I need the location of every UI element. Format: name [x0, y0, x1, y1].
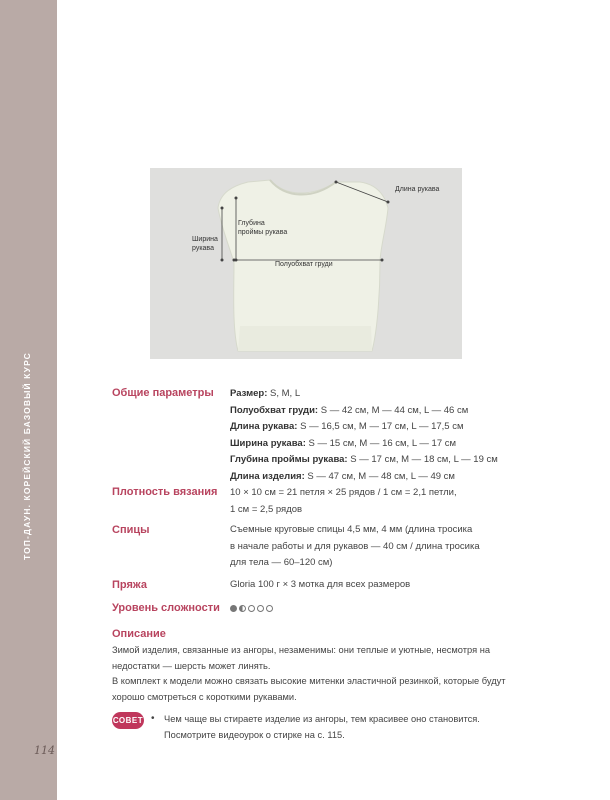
needles-label: Спицы — [112, 524, 150, 536]
difficulty-dot — [266, 605, 273, 612]
label-armhole-depth-2: проймы рукава — [238, 229, 288, 236]
page-number: 114 — [34, 744, 55, 757]
general-line: Полуобхват груди: S — 42 см, M — 44 см, L — 46 см — [230, 404, 469, 416]
sweater-rib — [238, 326, 372, 351]
gauge-label: Плотность вязания — [112, 486, 218, 498]
armhole-depth-start — [235, 197, 238, 200]
general-line: Глубина проймы рукава: S — 17 см, M — 18 см, L — 19 см — [230, 454, 498, 465]
difficulty-dot — [257, 605, 264, 612]
difficulty-dot — [239, 605, 246, 612]
general-values — [230, 386, 498, 485]
tip-text: Чем чаще вы стираете изделие из ангоры, тем красивее оно становится. Посмотрите видеоурок о стирке на с. 115. — [164, 714, 480, 740]
general-label: Общие параметры — [112, 387, 214, 399]
sweater-photo — [150, 168, 462, 359]
chest-end — [381, 259, 384, 262]
sidebar-title: ТОП-ДАУН. КОРЕЙСКИЙ БАЗОВЫЙ КУРС — [22, 352, 32, 560]
yarn-label: Пряжа — [112, 579, 147, 591]
gauge-values — [230, 485, 457, 518]
description-title: Описание — [112, 628, 166, 640]
label-armhole-depth-1: Глубина — [238, 220, 265, 227]
sleeve-width-end — [221, 259, 224, 262]
label-sleeve-width-2: рукава — [192, 245, 214, 252]
description-paragraph: Зимой изделия, связанные из ангоры, незаменимы: они теплые и уютные, несмотря на недостатки — шерсть может линять. — [112, 645, 490, 671]
sleeve-length-end — [387, 201, 390, 204]
needles-line: Съемные круговые спицы 4,5 мм, 4 мм (длина тросика — [230, 524, 473, 535]
yarn-values — [230, 577, 410, 594]
label-chest: Полуобхват груди — [275, 261, 333, 268]
tip-bullet: • — [151, 713, 155, 724]
yarn-line: Gloria 100 г × 3 мотка для всех размеров — [230, 579, 411, 590]
tip-badge: СОВЕТ — [112, 712, 144, 729]
description-text — [112, 643, 512, 705]
sleeve-width-start — [221, 207, 224, 210]
general-line: Длина рукава: S — 16,5 см, M — 17 см, L — 17,5 см — [230, 421, 464, 432]
label-sleeve-length: Длина рукава — [395, 186, 440, 193]
general-line: Ширина рукава: S — 15 см, M — 16 см, L — 17 см — [230, 437, 457, 449]
description-paragraph: В комплект к модели можно связать высокие митенки эластичной резинкой, которые будут хорошо смотреться с короткими рукавами. — [112, 676, 506, 702]
chest-start — [233, 259, 236, 262]
difficulty-dot — [248, 605, 255, 612]
label-sleeve-width-1: Ширина — [192, 236, 218, 243]
difficulty-label: Уровень сложности — [112, 602, 220, 614]
sleeve-length-start — [335, 181, 338, 184]
difficulty-dot — [230, 605, 237, 612]
sidebar — [0, 0, 57, 800]
needles-line: для тела — 60–120 см) — [230, 557, 333, 568]
needles-line: в начале работы и для рукавов — 40 см / длина тросика — [230, 540, 480, 552]
difficulty-dots — [230, 605, 273, 612]
general-line: Размер: S, M, L — [230, 388, 301, 399]
difficulty-rating — [230, 602, 273, 619]
general-line: Длина изделия: S — 47 см, M — 48 см, L — 49 см — [230, 470, 455, 482]
needles-values — [230, 522, 480, 572]
gauge-line: 1 см = 2,5 рядов — [230, 503, 303, 515]
gauge-line: 10 × 10 см = 21 петля × 25 рядов / 1 см = 2,1 петли, — [230, 487, 457, 498]
